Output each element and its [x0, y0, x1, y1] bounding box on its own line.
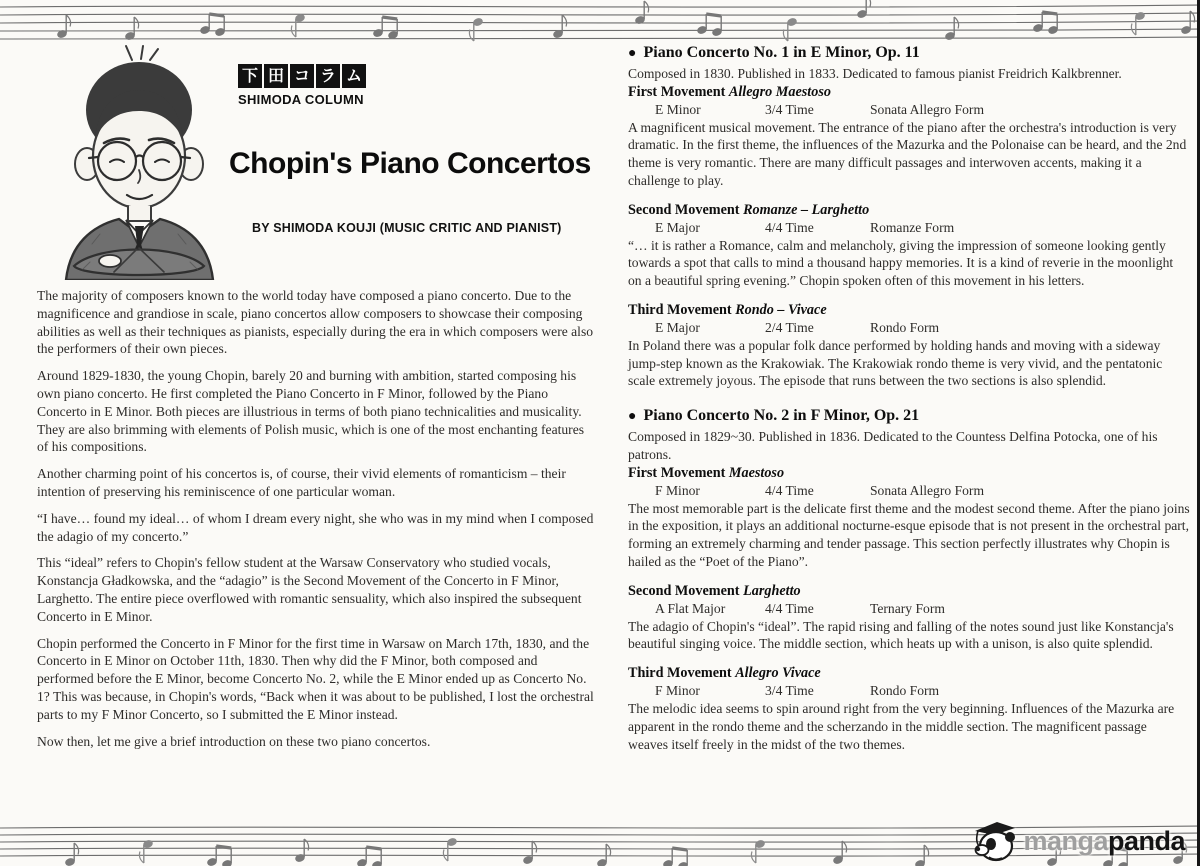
movement-description: “… it is rather a Romance, calm and melancholy, giving the impression of someone looking gently towards a spot that calls to mind a thousand happy memories. It is a kind of reverie in the moonlight on a beautiful spring evening.” Chopin spoken often of this movement in his letters.	[628, 237, 1174, 289]
movement-heading	[628, 83, 1190, 101]
movement-heading	[628, 664, 1190, 682]
music-note-icon	[523, 841, 537, 864]
movement-heading	[628, 464, 1190, 482]
movement-label: First Movement	[628, 464, 726, 481]
panda-logo-icon	[969, 819, 1021, 863]
movement-description: The adagio of Chopin's “ideal”. The rapid rising and falling of the notes sound just like Konstancja's beautiful singing voice. The middle section, which heats up with a unison, is also quite splendid.	[628, 618, 1174, 652]
movement-name: Romanze – Larghetto	[743, 201, 870, 218]
movement-time: 2/4 Time	[765, 319, 814, 335]
intro-paragraph: Chopin performed the Concerto in F Minor for the first time in Warsaw on March 17th, 1830, and the Concerto in E Minor on October 11th, 1830. Then why did the F Minor, both composed and performed before the E Minor, become Concerto No. 2, while the E Minor ended up as Concerto No. 1? This was because, in Chopin's words, “Back when it was about to be published, I lost the orchestral parts to my F Minor Concerto, so I submitted the E Minor instead.	[37, 635, 594, 722]
intro-paragraph: This “ideal” refers to Chopin's fellow student at the Warsaw Conservatory who studied vocals, Konstancja Gładkowska, and the “adagio” is the Second Movement of the Concerto in F Minor, Larghetto. The entire piece overflowed with romantic sensuality, which also inspired the subsequent Concerto in E Minor.	[37, 555, 582, 624]
logo-char-box: 下	[238, 64, 262, 88]
movement-label: Third Movement	[628, 665, 732, 682]
movement-block	[628, 83, 1190, 190]
movement-label: First Movement	[628, 83, 726, 100]
movement-time: 4/4 Time	[765, 600, 814, 616]
movement-form: Romanze Form	[870, 219, 955, 235]
music-note-icon	[57, 15, 71, 38]
intro-paragraph: Another charming point of his concertos is, of course, their vivid elements of romanticism – their intention of preserving his reminiscence of one particular woman.	[37, 466, 566, 499]
movement-heading	[628, 301, 1190, 319]
author-portrait-illustration	[40, 44, 238, 280]
movement-name: Rondo – Vivace	[735, 301, 827, 318]
concerto-section-2	[628, 405, 1190, 753]
watermark-text-manga: manga	[1023, 825, 1108, 856]
movement-name: Maestoso	[728, 464, 785, 481]
concerto-column	[628, 42, 1190, 753]
intro-paragraph: “I have… found my ideal… of whom I dream every night, she who was in my mind when I composed the adagio of my concerto.”	[37, 510, 594, 544]
movement-description: The melodic idea seems to spin around right from the very beginning. Influences of the Mazurka are apparent in the rondo theme and the scherzando in the middle section. The magnificent passage weaves itself freely in the midst of the two themes.	[628, 700, 1175, 752]
music-note-icon	[1033, 12, 1058, 34]
bullet-icon: ●	[628, 409, 637, 425]
movement-key: E Major	[655, 219, 700, 235]
intro-paragraph: Around 1829-1830, the young Chopin, barely 20 and burning with ambition, started composing his own piano concerto. He first completed the Piano Concerto in F Minor, followed by the Piano Concerto in E Minor. Both pieces are illustrious in terms of both piano technicalities and musicality. They are also brimming with elements of Polish music, which is one of the most enchanting features of his compositions.	[37, 368, 585, 455]
movement-description: The most memorable part is the delicate first theme and the modest second theme. After the piano joins in the exposition, it plays an additional nocturne-esque episode that is not present in the orchestral part, forming an extremely charming and tender passage. This section perfectly illustrates why Chopin is hailed as the “Poet of the Piano”.	[628, 500, 1190, 569]
music-note-icon	[597, 844, 611, 866]
page-title: Chopin's Piano Concertos	[229, 147, 591, 180]
music-note-icon	[833, 841, 847, 864]
movement-block	[628, 201, 1190, 290]
movement-keyline	[628, 219, 1190, 237]
music-note-icon	[469, 18, 483, 41]
intro-column	[37, 287, 594, 759]
concerto-title: Piano Concerto No. 2 in F Minor, Op. 21	[643, 407, 920, 425]
music-note-icon	[295, 839, 309, 862]
movement-key: E Major	[655, 319, 700, 335]
movement-block	[628, 582, 1190, 653]
mangapanda-watermark	[969, 819, 1185, 863]
movement-description: In Poland there was a popular folk dance performed by holding hands and moving with a sideway jump-step known as the Krakowiak. The Krakowiak rondo theme is very vivid, and the pentatonic scale extremely joyous. The episode that runs between the two sections is also splendid.	[628, 337, 1163, 389]
movement-heading	[628, 201, 1190, 219]
music-note-icon	[635, 1, 649, 24]
movement-label: Third Movement	[628, 301, 732, 318]
movement-time: 4/4 Time	[765, 219, 814, 235]
movement-description: A magnificent musical movement. The entrance of the piano after the orchestra's introduction is very dramatic. In the first theme, the influences of the Mazurka and the Polonaise can be heard, and the 2nd theme is very romantic. There are many difficult passages and interwoven accents, making it a challenge to play.	[628, 119, 1187, 188]
music-note-icon	[783, 18, 797, 41]
music-staff-top-border	[0, 0, 1200, 44]
movement-form: Sonata Allegro Form	[870, 101, 985, 117]
movement-key: F Minor	[655, 482, 700, 498]
movement-label: Second Movement	[628, 582, 740, 599]
movement-keyline	[628, 600, 1190, 618]
music-note-icon	[553, 15, 567, 38]
movement-keyline	[628, 101, 1190, 119]
music-note-icon	[200, 14, 225, 36]
concerto-section-1	[628, 42, 1190, 390]
movement-block	[628, 464, 1190, 571]
movement-form: Rondo Form	[870, 319, 940, 335]
concerto-subtitle: Composed in 1830. Published in 1833. Dedicated to famous pianist Freidrich Kalkbrenner.	[628, 66, 1122, 81]
music-note-icon	[291, 14, 305, 37]
intro-paragraph: The majority of composers known to the world today have composed a piano concerto. Due to the magnificence and grandiose in scale, piano concertos allow composers to showcase their composing abilities as well as their techniques as pianists, especially during the era in which composers were also the performers of their own pieces.	[37, 288, 594, 357]
intro-paragraph: Now then, let me give a brief introduction on these two piano concertos.	[37, 733, 431, 749]
music-note-icon	[357, 847, 382, 866]
movement-name: Allegro Vivace	[735, 665, 821, 682]
movement-time: 4/4 Time	[765, 482, 814, 498]
concerto-heading	[628, 405, 1190, 427]
movement-keyline	[628, 482, 1190, 500]
movement-key: F Minor	[655, 683, 700, 699]
movement-keyline	[628, 319, 1190, 337]
logo-subtitle: SHIMODA COLUMN	[238, 92, 364, 107]
music-note-icon	[663, 848, 688, 866]
staff-lines	[0, 5, 1200, 39]
music-note-icon	[125, 17, 139, 40]
watermark-text-panda: panda	[1107, 825, 1185, 856]
music-note-icon	[65, 843, 79, 866]
concerto-heading	[628, 42, 1190, 64]
shimoda-column-logo	[238, 64, 366, 88]
movement-heading	[628, 582, 1190, 600]
movement-form: Rondo Form	[870, 683, 940, 699]
movement-block	[628, 301, 1190, 390]
bullet-icon: ●	[628, 46, 637, 61]
music-note-icon	[207, 846, 232, 866]
byline: BY SHIMODA KOUJI (MUSIC CRITIC AND PIANIST)	[252, 221, 562, 235]
logo-char-box: ム	[342, 64, 366, 88]
movement-label: Second Movement	[628, 201, 740, 218]
movement-time: 3/4 Time	[765, 101, 814, 117]
concerto-title: Piano Concerto No. 1 in E Minor, Op. 11	[643, 44, 920, 61]
logo-char-box: コ	[290, 64, 314, 88]
movement-keyline	[628, 682, 1190, 700]
concerto-subtitle: Composed in 1829~30. Published in 1836. Dedicated to the Countess Delfina Potocka, one of his patrons.	[628, 429, 1158, 462]
movement-form: Ternary Form	[870, 600, 945, 616]
music-note-icon	[751, 840, 765, 863]
movement-key: A Flat Major	[655, 600, 726, 616]
music-note-icon	[857, 0, 871, 18]
music-note-icon	[373, 17, 398, 39]
movement-name: Larghetto	[743, 582, 801, 599]
music-note-icon	[139, 840, 153, 863]
movement-name: Allegro Maestoso	[728, 83, 831, 100]
movement-block	[628, 664, 1190, 753]
music-note-icon	[945, 17, 959, 40]
logo-char-box: ラ	[316, 64, 340, 88]
logo-char-box: 田	[264, 64, 288, 88]
movement-time: 3/4 Time	[765, 683, 814, 699]
movement-key: E Minor	[655, 101, 701, 117]
music-note-icon	[1181, 11, 1195, 34]
music-note-icon	[697, 14, 722, 36]
movement-form: Sonata Allegro Form	[870, 482, 985, 498]
music-note-icon	[1131, 12, 1145, 35]
